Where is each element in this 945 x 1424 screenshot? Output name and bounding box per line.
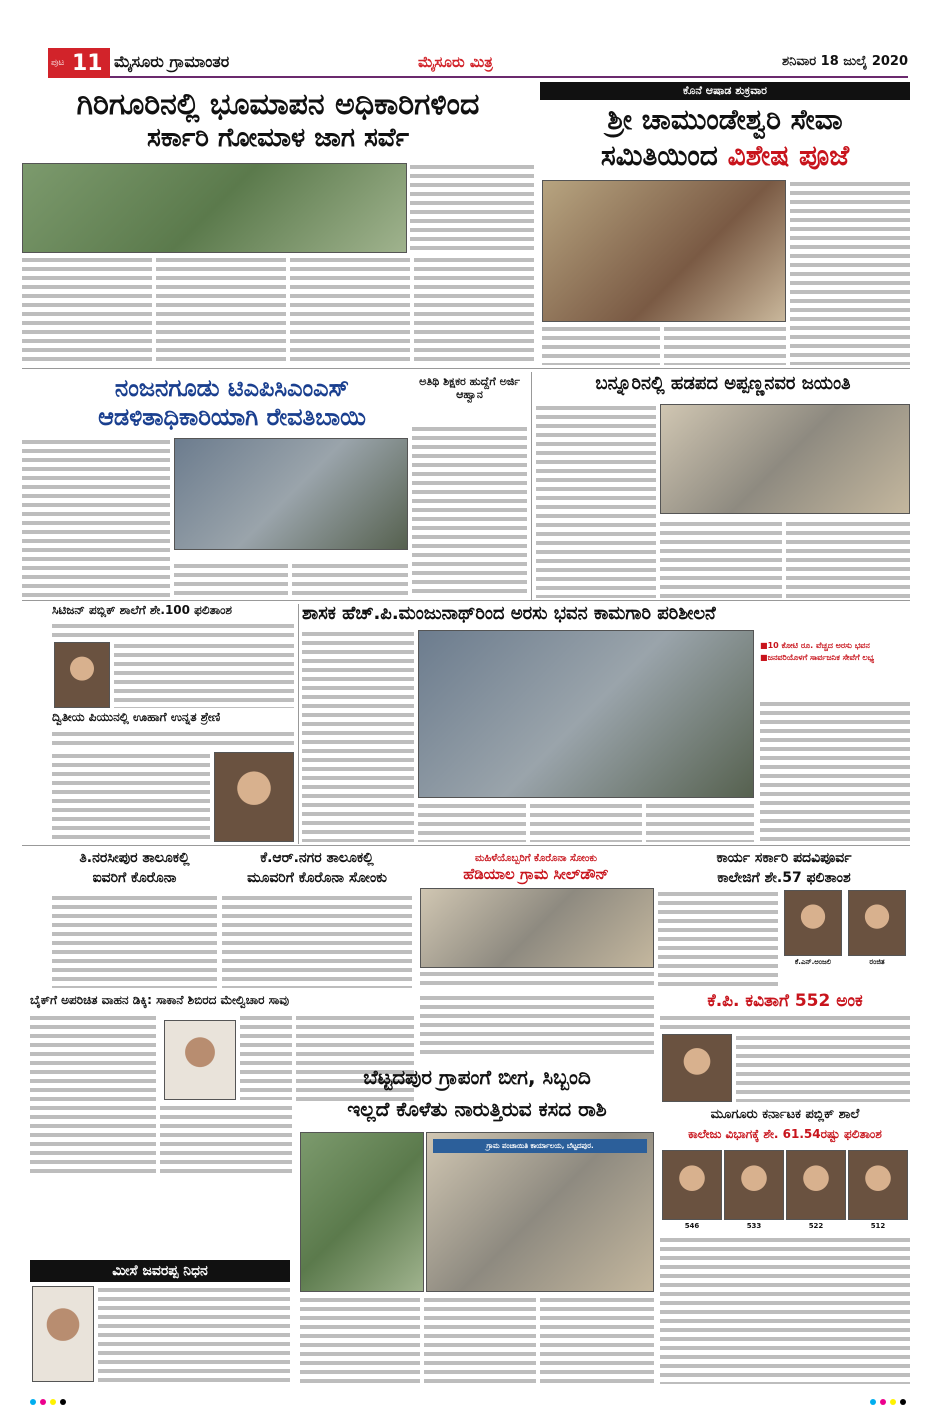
chamundeshwari-headline-2b: ವಿಶೇಷ ಪೂಜೆ <box>727 139 850 172</box>
karya-college-headline-1: ಕಾರ್ಯ ಸರ್ಕಾರಿ ಪದವಿಪೂರ್ವ <box>716 850 852 866</box>
karya-college-headline-2: ಕಾಲೇಜಿಗೆ ಶೇ.57 ಫಲಿತಾಂಶ <box>717 870 851 886</box>
giriguru-text-col-2 <box>22 256 152 361</box>
hediyala-text-top <box>420 970 654 990</box>
karya-college-student-name-2: ರಂಜಿತ <box>869 958 885 966</box>
puc-second-text <box>52 752 210 842</box>
mugur-score-1: 546 <box>684 1222 700 1230</box>
manjunath-headline: ಶಾಸಕ ಹೆಚ್.ಪಿ.ಮಂಜುನಾಥ್‌ರಿಂದ ಅರಸು ಭವನ ಕಾಮಗಾರಿ ಪರಿಶೀಲನೆ <box>302 603 716 624</box>
puc-second-headline: ದ್ವಿತೀಯ ಪಿಯುನಲ್ಲಿ ಊಹಾಗೆ ಉನ್ನತ ಶ್ರೇಣಿ <box>52 710 221 724</box>
nanjangud-text-col-3 <box>292 562 408 598</box>
karya-college-student-photo-2 <box>848 890 906 956</box>
bannur-text-col-2 <box>660 520 782 598</box>
bannur-headline: ಬನ್ನೂರಿನಲ್ಲಿ ಹಡಪದ ಅಪ್ಪಣ್ಣನವರ ಜಯಂತಿ <box>595 373 851 394</box>
obituary-text <box>98 1286 290 1382</box>
guest-teacher-headline: ಅತಿಥಿ ಶಿಕ್ಷಕರ ಹುದ್ದೆಗೆ ಅರ್ಜಿ ಆಹ್ವಾನ <box>419 375 520 401</box>
accident-text-col-3 <box>160 1104 292 1174</box>
accident-victim-photo <box>164 1020 236 1100</box>
karya-college-student-name-1: ಕೆ.ಎನ್.ಅಂಜಲಿ <box>794 958 832 966</box>
mugur-student-photo-1 <box>662 1150 722 1220</box>
section-title: ಮೈಸೂರು ಗ್ರಾಮಾಂತರ <box>114 52 230 71</box>
page-number: 11 <box>72 50 103 76</box>
bettadapura-text-col-1 <box>300 1296 420 1384</box>
citizen-school-text <box>114 642 294 708</box>
chamundeshwari-headline-1: ಶ್ರೀ ಚಾಮುಂಡೇಶ್ವರಿ ಸೇವಾ <box>607 103 843 136</box>
manjunath-bullet-2: ■ ಜನವರಿಯೊಳಗೆ ಸಾರ್ವಜನಿಕ ಸೇವೆಗೆ ಲಭ್ಯ <box>760 652 910 664</box>
accident-text-col-4 <box>296 1014 414 1104</box>
giriguru-headline-1: ಗಿರಿಗೂರಿನಲ್ಲಿ ಭೂಮಾಪನ ಅಧಿಕಾರಿಗಳಿಂದ <box>76 87 480 122</box>
accident-headline: ಬೈಕ್‌ಗೆ ಅಪರಿಚಿತ ವಾಹನ ಡಿಕ್ಕಿ: ಸಾಕಾನೆ ಶಿಬಿರದ ಮೇಲ್ವಿಚಾರ ಸಾವು <box>30 993 290 1007</box>
tnarasipura-headline-1: ತಿ.ನರಸೀಪುರ ತಾಲೂಕಲ್ಲಿ <box>79 850 190 866</box>
kavitha-text <box>736 1034 910 1102</box>
manjunath-bullet-1: ■ 10 ಕೋಟಿ ರೂ. ವೆಚ್ಚದ ಅರಸು ಭವನ <box>760 640 910 652</box>
obituary-photo <box>32 1286 94 1382</box>
mugur-student-photo-2 <box>724 1150 784 1220</box>
mugur-student-photo-4 <box>848 1150 908 1220</box>
mugur-score-4: 512 <box>870 1222 886 1230</box>
chamundeshwari-photo <box>542 180 786 322</box>
page-label: ಪುಟ <box>51 58 65 68</box>
citizen-school-text-top <box>52 622 294 642</box>
krnagar-headline-2: ಮೂವರಿಗೆ ಕೊರೊನಾ ಸೋಂಕು <box>247 870 387 886</box>
mugur-school-headline-1: ಮೂಗೂರು ಕರ್ನಾಟಕ ಪಬ್ಲಿಕ್ ಶಾಲೆ <box>710 1107 860 1122</box>
manjunath-text-col-4 <box>530 802 642 842</box>
chamundeshwari-headline-2 <box>540 140 910 172</box>
bettadapura-office-photo <box>426 1132 654 1292</box>
manjunath-text-col-3 <box>418 802 526 842</box>
giriguru-text-col-3 <box>156 256 286 361</box>
giriguru-text-col-1 <box>410 163 534 253</box>
kavitha-photo <box>662 1034 732 1102</box>
karya-college-text <box>658 890 778 990</box>
manjunath-bullets <box>760 640 910 664</box>
page-number-badge <box>48 48 110 78</box>
manjunath-text-col-5 <box>646 802 754 842</box>
nanjangud-photo <box>174 438 408 550</box>
giriguru-photo <box>22 163 407 253</box>
krnagar-headline-1: ಕೆ.ಆರ್.ನಗರ ತಾಲೂಕಲ್ಲಿ <box>260 850 374 866</box>
mugur-school-headline-2: ಕಾಲೇಜು ವಿಭಾಗಕ್ಕೆ ಶೇ. 61.54ರಷ್ಟು ಫಲಿತಾಂಶ <box>688 1127 882 1141</box>
kavitha-text-top <box>660 1014 910 1034</box>
bettadapura-text-col-3 <box>540 1296 654 1384</box>
chamundeshwari-text-col-2 <box>542 325 660 365</box>
chamundeshwari-headline-2a: ಸಮಿತಿಯಿಂದ <box>600 139 728 172</box>
obituary-headline: ಮೀಸೆ ಜವರಪ್ಪ ನಿಧನ <box>30 1260 290 1282</box>
nanjangud-headline-1: ನಂಜನಗೂಡು ಟಿಎಪಿಸಿಎಂಎಸ್ <box>114 374 350 402</box>
chamundeshwari-text-col-3 <box>664 325 786 365</box>
bannur-text-col-3 <box>786 520 910 598</box>
karya-college-student-photo-1 <box>784 890 842 956</box>
accident-text-col-1 <box>30 1014 156 1174</box>
chamundeshwari-kicker: ಕೊನೆ ಆಷಾಡ ಶುಕ್ರವಾರ <box>540 82 910 100</box>
accident-text-col-2 <box>240 1014 292 1100</box>
nanjangud-text-col-2 <box>174 562 288 598</box>
bettadapura-office-sign: ಗ್ರಾಮ ಪಂಚಾಯಿತಿ ಕಾರ್ಯಾಲಯ, ಬೆಟ್ಟದಪುರ. <box>433 1139 647 1153</box>
bettadapura-headline-1: ಬೆಟ್ಟದಪುರ ಗ್ರಾಪಂಗೆ ಬೀಗ, ಸಿಬ್ಬಂದಿ <box>363 1065 591 1089</box>
manjunath-photo <box>418 630 754 798</box>
masthead-logo: ಮೈಸೂರು ಮಿತ್ರ <box>418 53 493 71</box>
bettadapura-headline-2: ಇಲ್ಲದೆ ಕೊಳೆತು ನಾರುತ್ತಿರುವ ಕಸದ ರಾಶಿ <box>347 1097 607 1121</box>
puc-second-text-top <box>52 730 294 750</box>
giriguru-headline-2: ಸರ್ಕಾರಿ ಗೋಮಾಳ ಜಾಗ ಸರ್ವೆ <box>147 123 409 153</box>
mugur-score-3: 522 <box>808 1222 824 1230</box>
citizen-school-headline: ಸಿಟಿಜನ್ ಪಬ್ಲಿಕ್ ಶಾಲೆಗೆ ಶೇ.100 ಫಲಿತಾಂಶ <box>52 603 232 617</box>
citizen-school-student-photo <box>54 642 110 708</box>
nanjangud-headline-2: ಆಡಳಿತಾಧಿಕಾರಿಯಾಗಿ ರೇವತಿಬಾಯಿ <box>98 403 366 431</box>
giriguru-text-col-5 <box>414 256 534 361</box>
hediyala-photo <box>420 888 654 968</box>
nanjangud-text-col-1 <box>22 438 170 598</box>
kavitha-headline: ಕೆ.ಪಿ. ಕವಿತಾಗೆ 552 ಅಂಕ <box>707 991 863 1011</box>
guest-teacher-text <box>412 425 527 598</box>
bannur-text-col-1 <box>536 404 656 598</box>
tnarasipura-text <box>52 894 217 988</box>
manjunath-text-col-1 <box>302 630 414 842</box>
tnarasipura-headline-2: ಐವರಿಗೆ ಕೊರೊನಾ <box>92 870 177 886</box>
giriguru-text-col-4 <box>290 256 410 361</box>
mugur-score-2: 533 <box>746 1222 762 1230</box>
manjunath-text-col-2 <box>760 700 910 842</box>
chamundeshwari-text-col-1 <box>790 180 910 365</box>
hediyala-kicker: ಮಹಿಳೆಯೊಬ್ಬರಿಗೆ ಕೊರೊನಾ ಸೋಂಕು <box>418 850 654 868</box>
bannur-photo <box>660 404 910 514</box>
puc-second-student-photo <box>214 752 294 842</box>
mugur-school-text <box>660 1236 910 1384</box>
hediyala-text <box>420 994 654 1054</box>
hediyala-headline: ಹೆಡಿಯಾಲ ಗ್ರಾಮ ಸೀಲ್‌ಡೌನ್ <box>463 865 609 883</box>
bettadapura-text-col-2 <box>424 1296 536 1384</box>
krnagar-text <box>222 894 412 988</box>
page-header <box>48 48 908 78</box>
bettadapura-garbage-photo <box>300 1132 424 1292</box>
issue-date: ಶನಿವಾರ 18 ಜುಲೈ 2020 <box>781 54 908 69</box>
mugur-student-photo-3 <box>786 1150 846 1220</box>
